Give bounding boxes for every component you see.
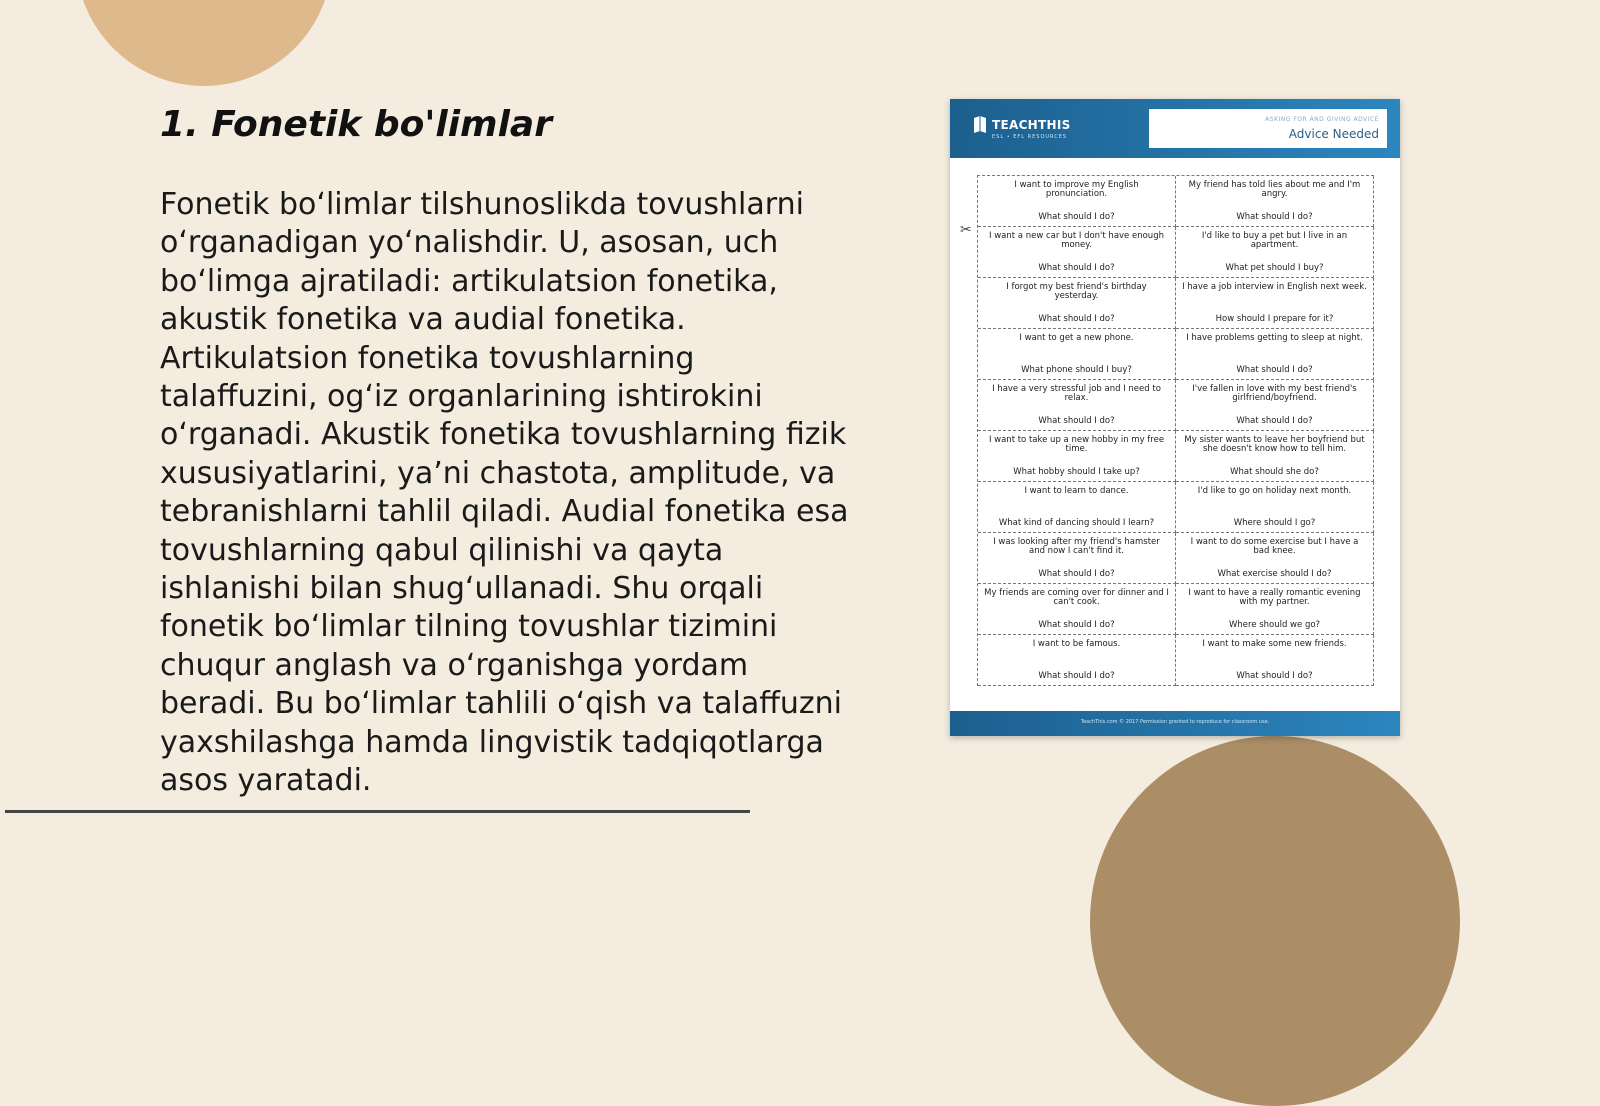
advice-card	[1176, 278, 1374, 329]
card-problem: I want to take up a new hobby in my free time.	[988, 435, 1165, 454]
card-question: What should I do?	[1236, 212, 1313, 222]
decorative-circle-top	[76, 0, 332, 86]
card-question: Where should we go?	[1228, 620, 1321, 630]
card-problem: I want to be famous.	[1032, 639, 1121, 649]
advice-card	[978, 635, 1176, 686]
card-problem: I want to learn to dance.	[1024, 486, 1129, 496]
worksheet-image	[950, 99, 1400, 736]
card-question: What should I do?	[1236, 365, 1313, 375]
worksheet-title-box	[1149, 109, 1387, 148]
book-icon	[972, 115, 988, 135]
card-question: How should I prepare for it?	[1215, 314, 1334, 324]
card-problem: I'd like to buy a pet but I live in an apartment.	[1201, 231, 1348, 250]
card-problem: I want to do some exercise but I have a bad knee.	[1190, 537, 1359, 556]
advice-card	[978, 278, 1176, 329]
card-question: What should I do?	[1038, 263, 1115, 273]
card-question: What should I do?	[1236, 416, 1313, 426]
advice-card	[1176, 380, 1374, 431]
advice-card	[1176, 431, 1374, 482]
teachthis-logo	[972, 115, 1071, 135]
advice-card	[978, 380, 1176, 431]
advice-card	[1176, 176, 1374, 227]
advice-card	[978, 533, 1176, 584]
card-problem: I want to get a new phone.	[1019, 333, 1134, 343]
slide-title: 1. Fonetik bo'limlar	[160, 104, 552, 145]
card-problem: I want to have a really romantic evening with my partner.	[1188, 588, 1361, 607]
advice-card	[1176, 533, 1374, 584]
slide-paragraph: Fonetik bo‘limlar tilshunoslikda tovushlarni o‘rganadigan yo‘nalishdir. U, asosan, uch bo‘limga ajratiladi: artikulatsion fonetika, akustik fonetika va audial fonetika. Artikulatsion fonetika tovushlarning talaffuzini, og‘iz organlarining ishtirokini o‘rganadi. Akustik fonetika tovushlarning fizik xususiyatlarini, ya’ni chastota, amplitude, va tebranishlarni tahlil qiladi. Audial fonetika esa tovushlarning qabul qilinishi va qayta ishlanishi bilan shug‘ullanadi. Shu orqali fonetik bo‘limlar tilning tovushlar tizimini chuqur anglash va o‘rganishga yordam beradi. Bu bo‘limlar tahlili o‘qish va talaffuzni yaxshilashga hamda lingvistik tadqiqotlarga asos yaratadi.	[160, 187, 849, 799]
advice-card	[1176, 329, 1374, 380]
logo-subtitle: ESL • EFL RESOURCES	[992, 134, 1068, 140]
logo-text: TEACHTHIS	[992, 118, 1071, 132]
advice-card	[1176, 635, 1374, 686]
card-question: What should I do?	[1038, 212, 1115, 222]
card-question: What phone should I buy?	[1021, 365, 1132, 375]
card-problem: I have a very stressful job and I need to relax.	[992, 384, 1161, 403]
card-question: What should I do?	[1038, 416, 1115, 426]
card-problem: My friend has told lies about me and I'm angry.	[1188, 180, 1361, 199]
advice-card	[978, 584, 1176, 635]
card-problem: My sister wants to leave her boyfriend but she doesn't know how to tell him.	[1184, 435, 1365, 454]
card-question: What kind of dancing should I learn?	[998, 518, 1155, 528]
advice-card	[978, 482, 1176, 533]
card-problem: I have problems getting to sleep at night.	[1186, 333, 1363, 343]
card-problem: My friends are coming over for dinner and I can't cook.	[984, 588, 1169, 607]
worksheet-title: Advice Needed	[1288, 127, 1379, 141]
card-question: What should I do?	[1236, 671, 1313, 681]
card-problem: I forgot my best friend's birthday yesterday.	[1006, 282, 1147, 301]
card-question: What exercise should I do?	[1217, 569, 1332, 579]
advice-card	[1176, 227, 1374, 278]
advice-card	[978, 227, 1176, 278]
card-question: Where should I go?	[1233, 518, 1316, 528]
advice-card	[1176, 482, 1374, 533]
card-problem: I want to make some new friends.	[1202, 639, 1347, 649]
worksheet-header	[950, 99, 1400, 158]
worksheet-footer	[950, 711, 1400, 736]
card-problem: I was looking after my friend's hamster and now I can't find it.	[993, 537, 1160, 556]
worksheet-subtitle: ASKING FOR AND GIVING ADVICE	[1265, 116, 1379, 123]
card-problem: I'd like to go on holiday next month.	[1197, 486, 1352, 496]
card-problem: I have a job interview in English next week.	[1182, 282, 1367, 292]
card-problem: I want a new car but I don't have enough money.	[989, 231, 1164, 250]
advice-card-grid	[977, 175, 1374, 686]
card-question: What hobby should I take up?	[1013, 467, 1140, 477]
advice-card	[1176, 584, 1374, 635]
card-question: What should she do?	[1230, 467, 1319, 477]
advice-card	[978, 431, 1176, 482]
card-question: What should I do?	[1038, 314, 1115, 324]
scissors-icon: ✂	[960, 222, 972, 238]
card-question: What should I do?	[1038, 671, 1115, 681]
advice-card	[978, 176, 1176, 227]
card-problem: I want to improve my English pronunciation.	[1014, 180, 1139, 199]
decorative-circle-bottom	[1090, 736, 1460, 1106]
card-question: What pet should I buy?	[1225, 263, 1324, 273]
card-question: What should I do?	[1038, 569, 1115, 579]
card-question: What should I do?	[1038, 620, 1115, 630]
card-problem: I've fallen in love with my best friend's girlfriend/boyfriend.	[1192, 384, 1357, 403]
divider-line	[5, 810, 750, 813]
footer-copyright: TeachThis.com © 2017 Permission granted to reproduce for classroom use.	[1080, 719, 1270, 725]
advice-card	[978, 329, 1176, 380]
